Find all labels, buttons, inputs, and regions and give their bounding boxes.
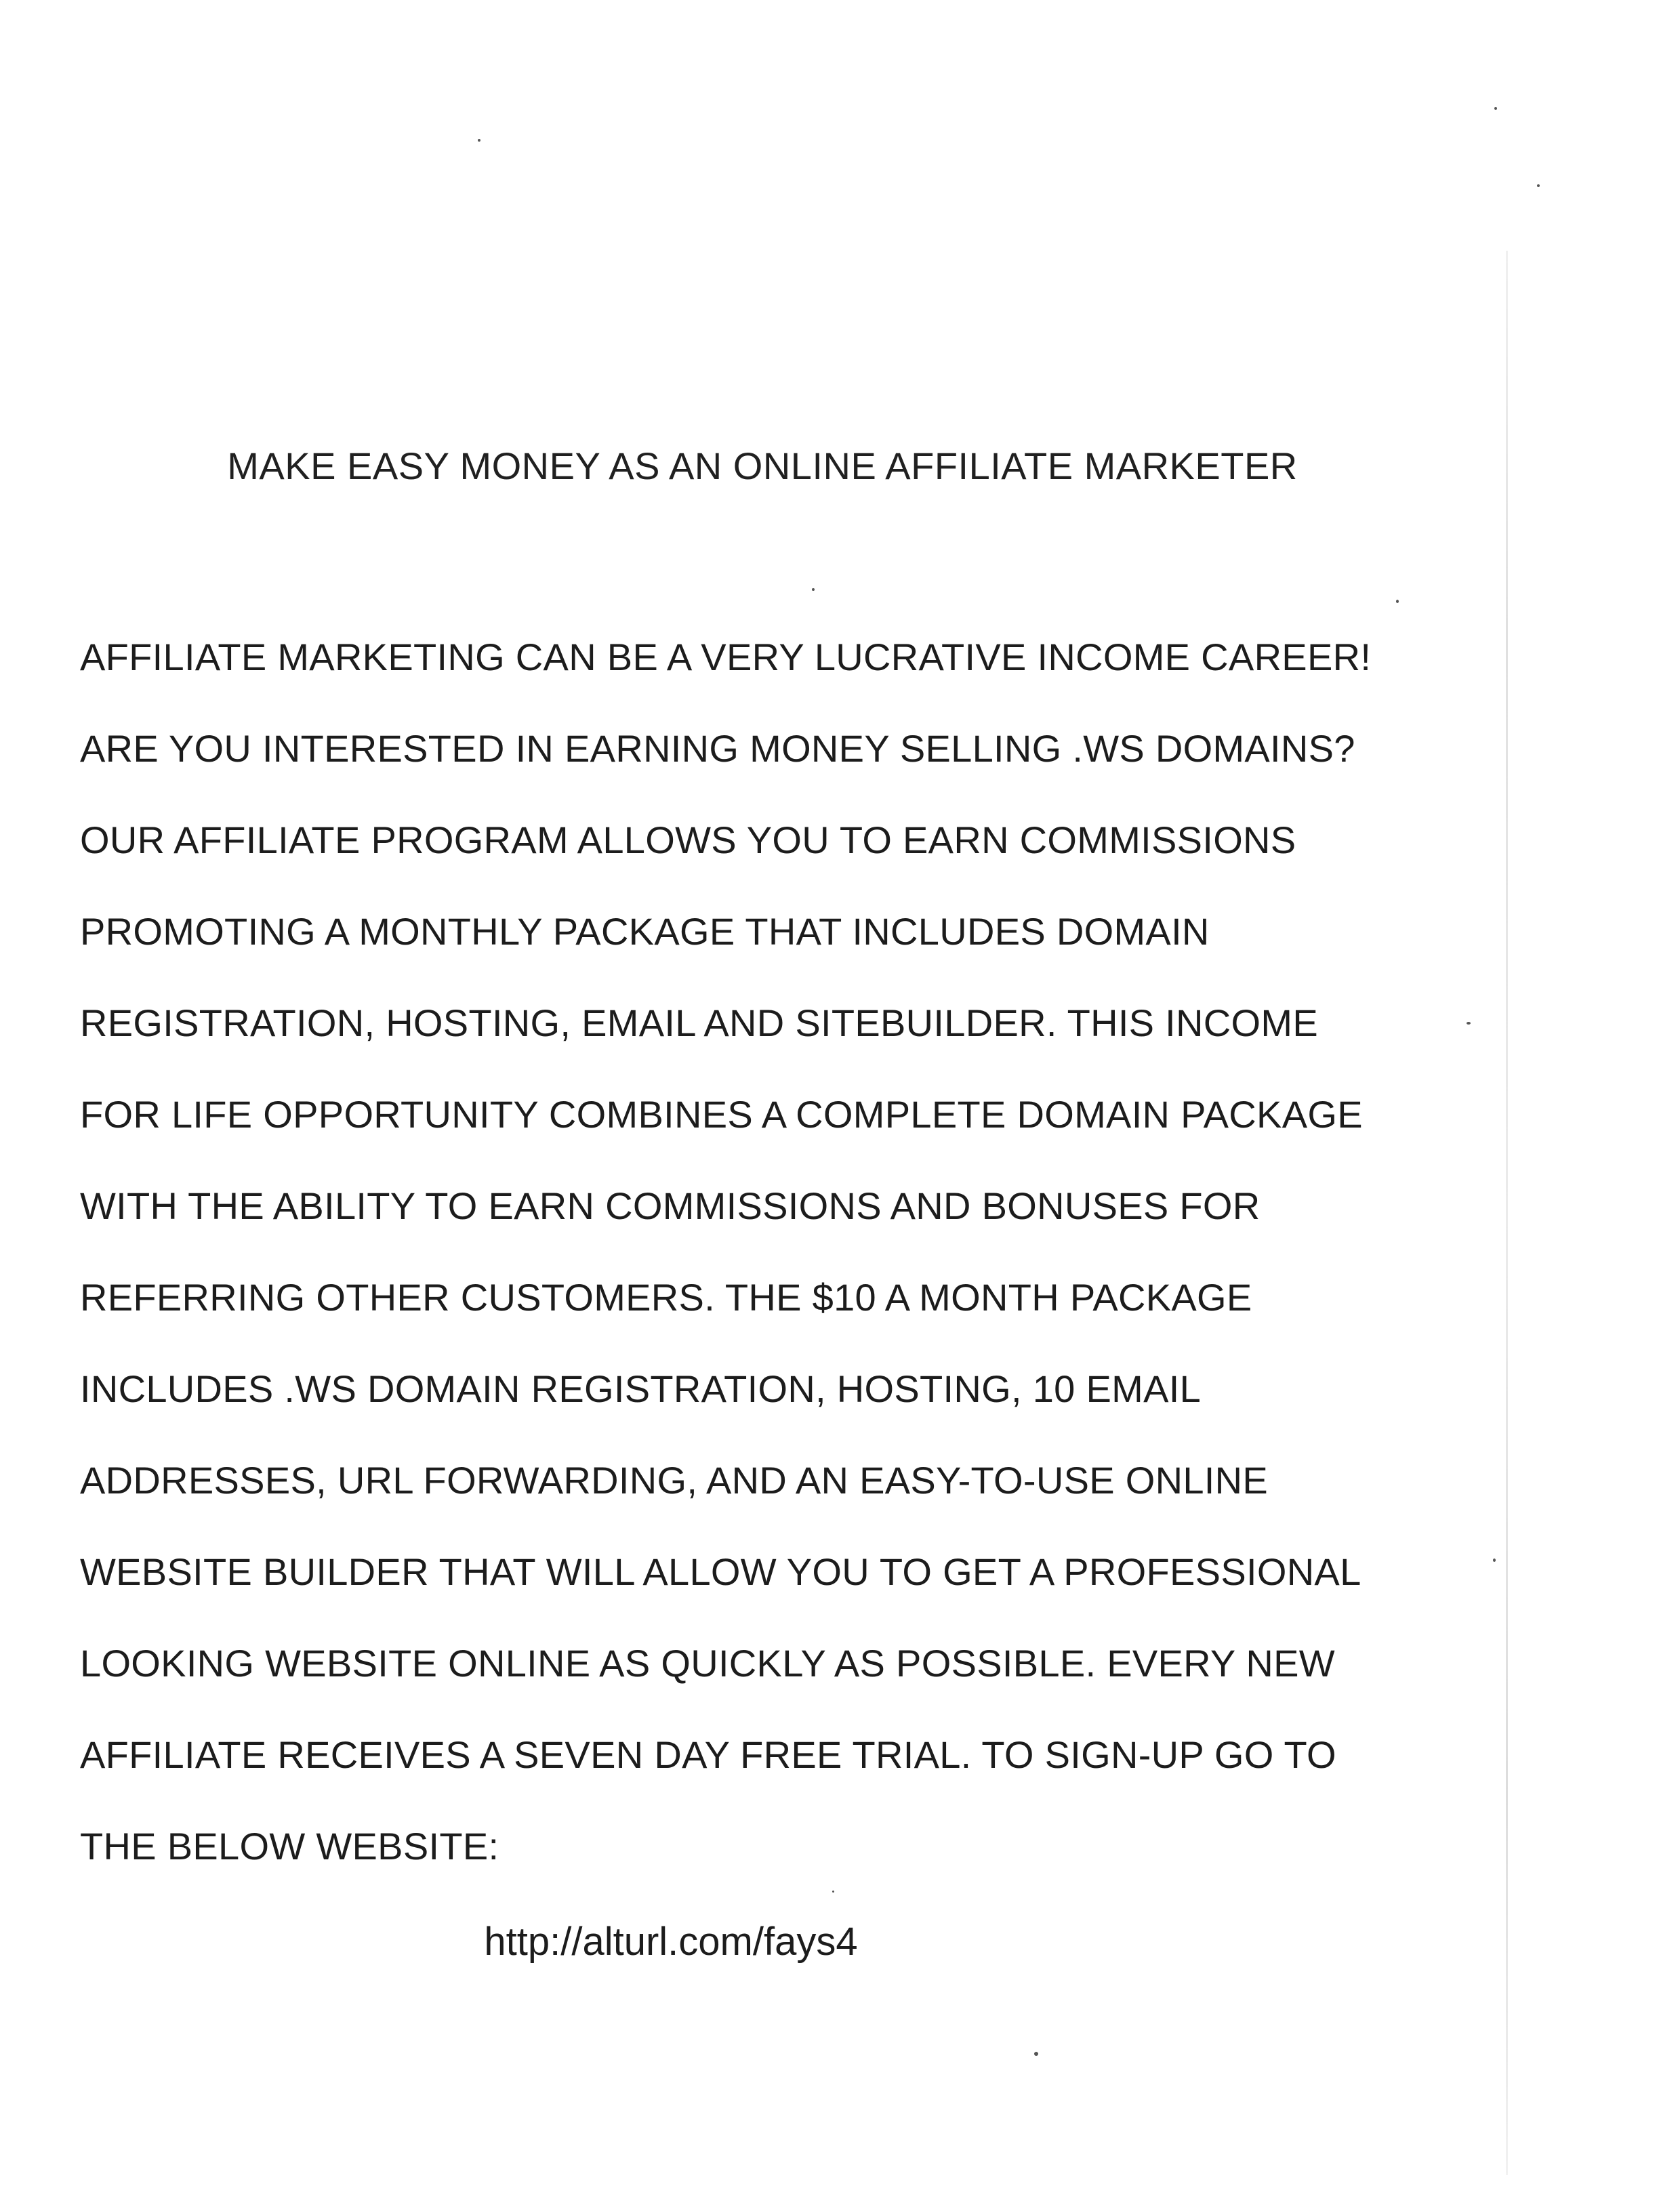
body-line: AFFILIATE RECEIVES A SEVEN DAY FREE TRIAL. TO SIGN-UP GO TO <box>80 1733 1336 1776</box>
signup-url: http://alturl.com/fays4 <box>484 1920 858 1964</box>
scan-speck <box>478 139 480 142</box>
document-title: MAKE EASY MONEY AS AN ONLINE AFFILIATE MARKETER <box>227 445 1298 487</box>
body-line: WEBSITE BUILDER THAT WILL ALLOW YOU TO GET A PROFESSIONAL <box>80 1550 1361 1593</box>
body-line: AFFILIATE MARKETING CAN BE A VERY LUCRATIVE INCOME CAREER! <box>80 636 1372 678</box>
scan-speck <box>1034 2052 1038 2056</box>
body-line: FOR LIFE OPPORTUNITY COMBINES A COMPLETE DOMAIN PACKAGE <box>80 1093 1363 1136</box>
scan-speck <box>1537 184 1540 187</box>
body-line: REGISTRATION, HOSTING, EMAIL AND SITEBUILDER. THIS INCOME <box>80 1002 1318 1044</box>
body-line: ARE YOU INTERESTED IN EARNING MONEY SELLING .WS DOMAINS? <box>80 727 1355 770</box>
scan-speck <box>1493 1559 1496 1562</box>
body-line: OUR AFFILIATE PROGRAM ALLOWS YOU TO EARN COMMISSIONS <box>80 819 1296 861</box>
body-line: ADDRESSES, URL FORWARDING, AND AN EASY-TO-USE ONLINE <box>80 1459 1269 1502</box>
body-line: THE BELOW WEBSITE: <box>80 1825 499 1867</box>
scan-speck <box>1396 600 1399 603</box>
body-line: LOOKING WEBSITE ONLINE AS QUICKLY AS POSSIBLE. EVERY NEW <box>80 1642 1335 1685</box>
scan-edge-shadow <box>1506 251 1508 2175</box>
body-line: PROMOTING A MONTHLY PACKAGE THAT INCLUDES DOMAIN <box>80 910 1210 953</box>
scan-speck <box>1494 107 1497 110</box>
scan-speck <box>812 588 815 591</box>
body-line: REFERRING OTHER CUSTOMERS. THE $10 A MONTH PACKAGE <box>80 1276 1252 1319</box>
body-line: WITH THE ABILITY TO EARN COMMISSIONS AND BONUSES FOR <box>80 1184 1261 1227</box>
body-line: INCLUDES .WS DOMAIN REGISTRATION, HOSTING, 10 EMAIL <box>80 1367 1202 1410</box>
body-text <box>80 630 1490 1911</box>
